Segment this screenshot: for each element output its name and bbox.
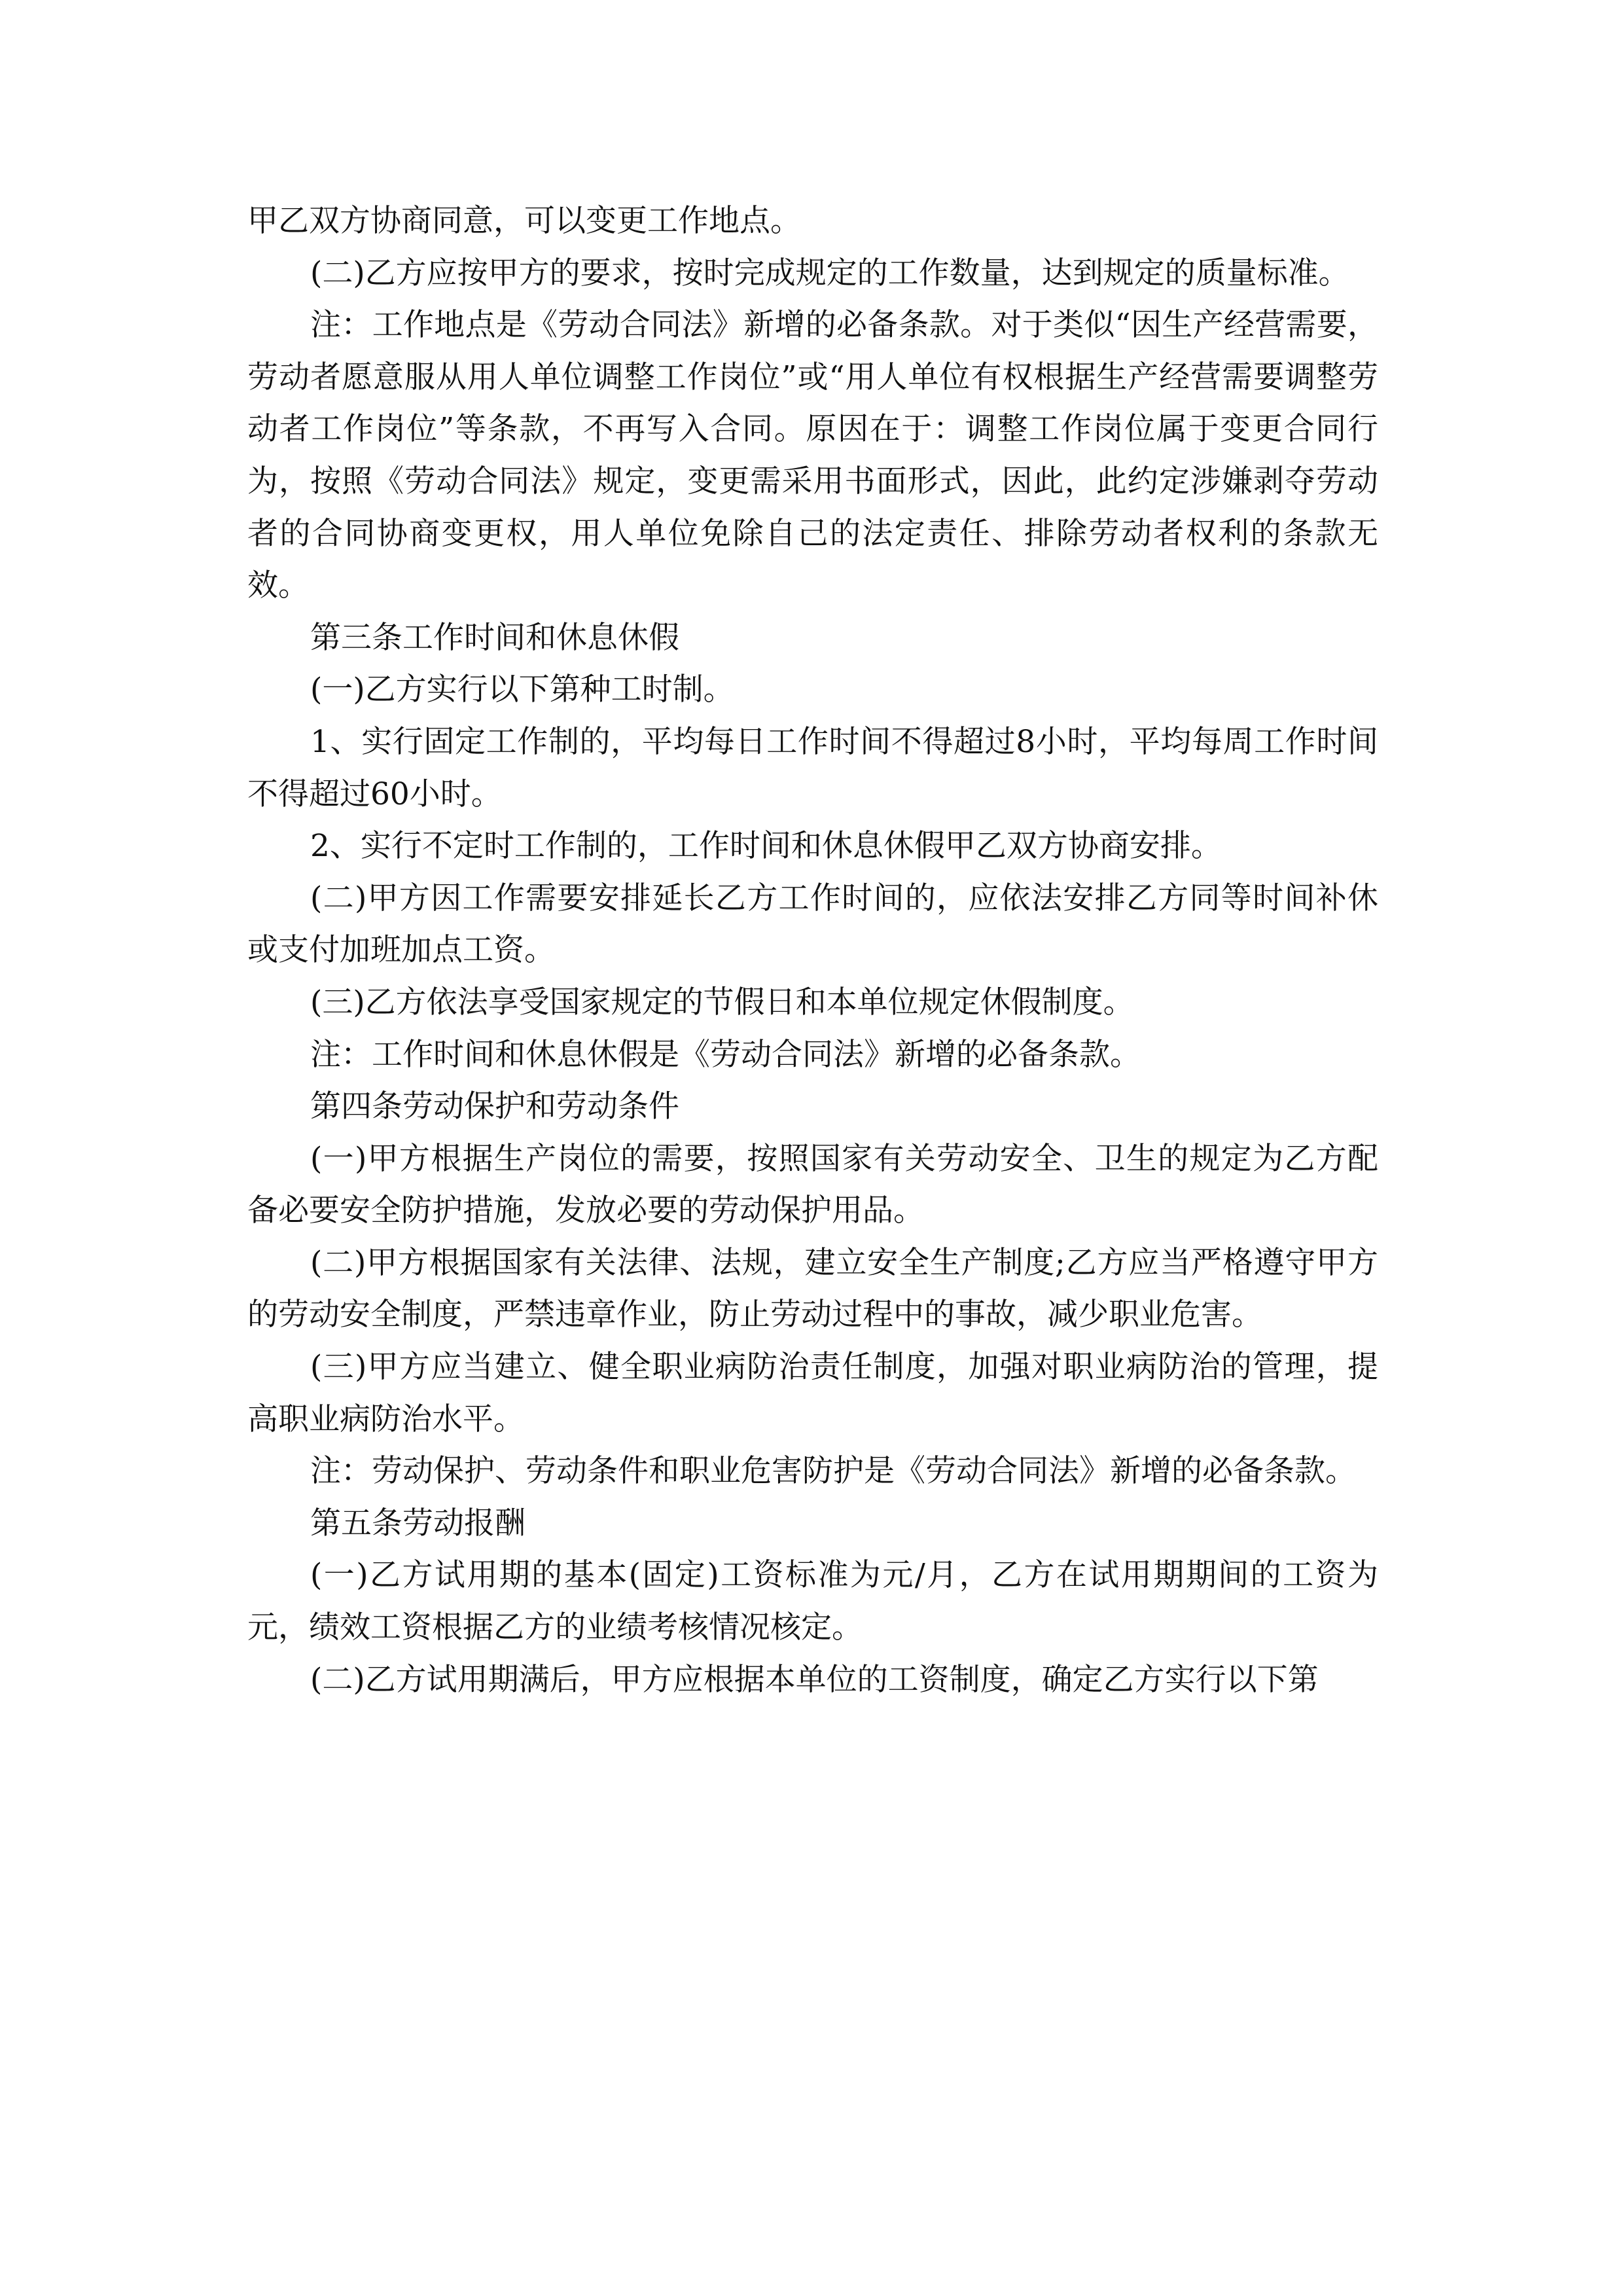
paragraph-clause-3-1-item-2: 2、实行不定时工作制的，工作时间和休息休假甲乙双方协商安排。 bbox=[310, 828, 1222, 865]
paragraph-continued-workplace: 甲乙双方协商同意，可以变更工作地点。 bbox=[247, 203, 801, 239]
paragraph-clause-3-2: (二)甲方因工作需要安排延长乙方工作时间的，应依法安排乙方同等时间补休或支付加班加点工资。 bbox=[247, 880, 1378, 969]
paragraph-clause-2-2: (二)乙方应按甲方的要求，按时完成规定的工作数量，达到规定的质量标准。 bbox=[310, 255, 1349, 291]
paragraph-note-workplace: 注：工作地点是《劳动合同法》新增的必备条款。对于类似“因生产经营需要，劳动者愿意服从用人单位调整工作岗位”或“用人单位有权根据生产经营需要调整劳动者工作岗位”等条款，不再写入合同。原因在于：调整工作岗位属于变更合同行为，按照《劳动合同法》规定，变更需采用书面形式，因此，此约定涉嫌剥夺劳动者的合同协商变更权，用人单位免除自己的法定责任、排除劳动者权利的条款无效。 bbox=[247, 307, 1378, 604]
paragraph-clause-3-1: (一)乙方实行以下第种工时制。 bbox=[310, 672, 734, 708]
paragraph-clause-5-2: (二)乙方试用期满后，甲方应根据本单位的工资制度，确定乙方实行以下第 bbox=[310, 1661, 1319, 1698]
document-body bbox=[247, 195, 1378, 1706]
heading-article-4: 第四条劳动保护和劳动条件 bbox=[310, 1088, 679, 1125]
paragraph-clause-5-1: (一)乙方试用期的基本(固定)工资标准为元/月，乙方在试用期期间的工资为元，绩效工资根据乙方的业绩考核情况核定。 bbox=[247, 1557, 1378, 1646]
heading-article-3: 第三条工作时间和休息休假 bbox=[310, 619, 679, 656]
heading-article-5: 第五条劳动报酬 bbox=[310, 1505, 526, 1541]
paragraph-clause-4-2: (二)甲方根据国家有关法律、法规，建立安全生产制度;乙方应当严格遵守甲方的劳动安全制度，严禁违章作业，防止劳动过程中的事故，减少职业危害。 bbox=[247, 1244, 1378, 1333]
paragraph-clause-4-1: (一)甲方根据生产岗位的需要，按照国家有关劳动安全、卫生的规定为乙方配备必要安全防护措施，发放必要的劳动保护用品。 bbox=[247, 1140, 1378, 1229]
paragraph-clause-3-1-item-1: 1、实行固定工作制的，平均每日工作时间不得超过8小时，平均每周工作时间不得超过60小时。 bbox=[247, 723, 1378, 812]
paragraph-clause-4-3: (三)甲方应当建立、健全职业病防治责任制度，加强对职业病防治的管理，提高职业病防治水平。 bbox=[247, 1349, 1378, 1437]
paragraph-note-working-hours: 注：工作时间和休息休假是《劳动合同法》新增的必备条款。 bbox=[310, 1036, 1141, 1073]
paragraph-note-protection: 注：劳动保护、劳动条件和职业危害防护是《劳动合同法》新增的必备条款。 bbox=[310, 1453, 1356, 1490]
paragraph-clause-3-3: (三)乙方依法享受国家规定的节假日和本单位规定休假制度。 bbox=[310, 984, 1134, 1020]
